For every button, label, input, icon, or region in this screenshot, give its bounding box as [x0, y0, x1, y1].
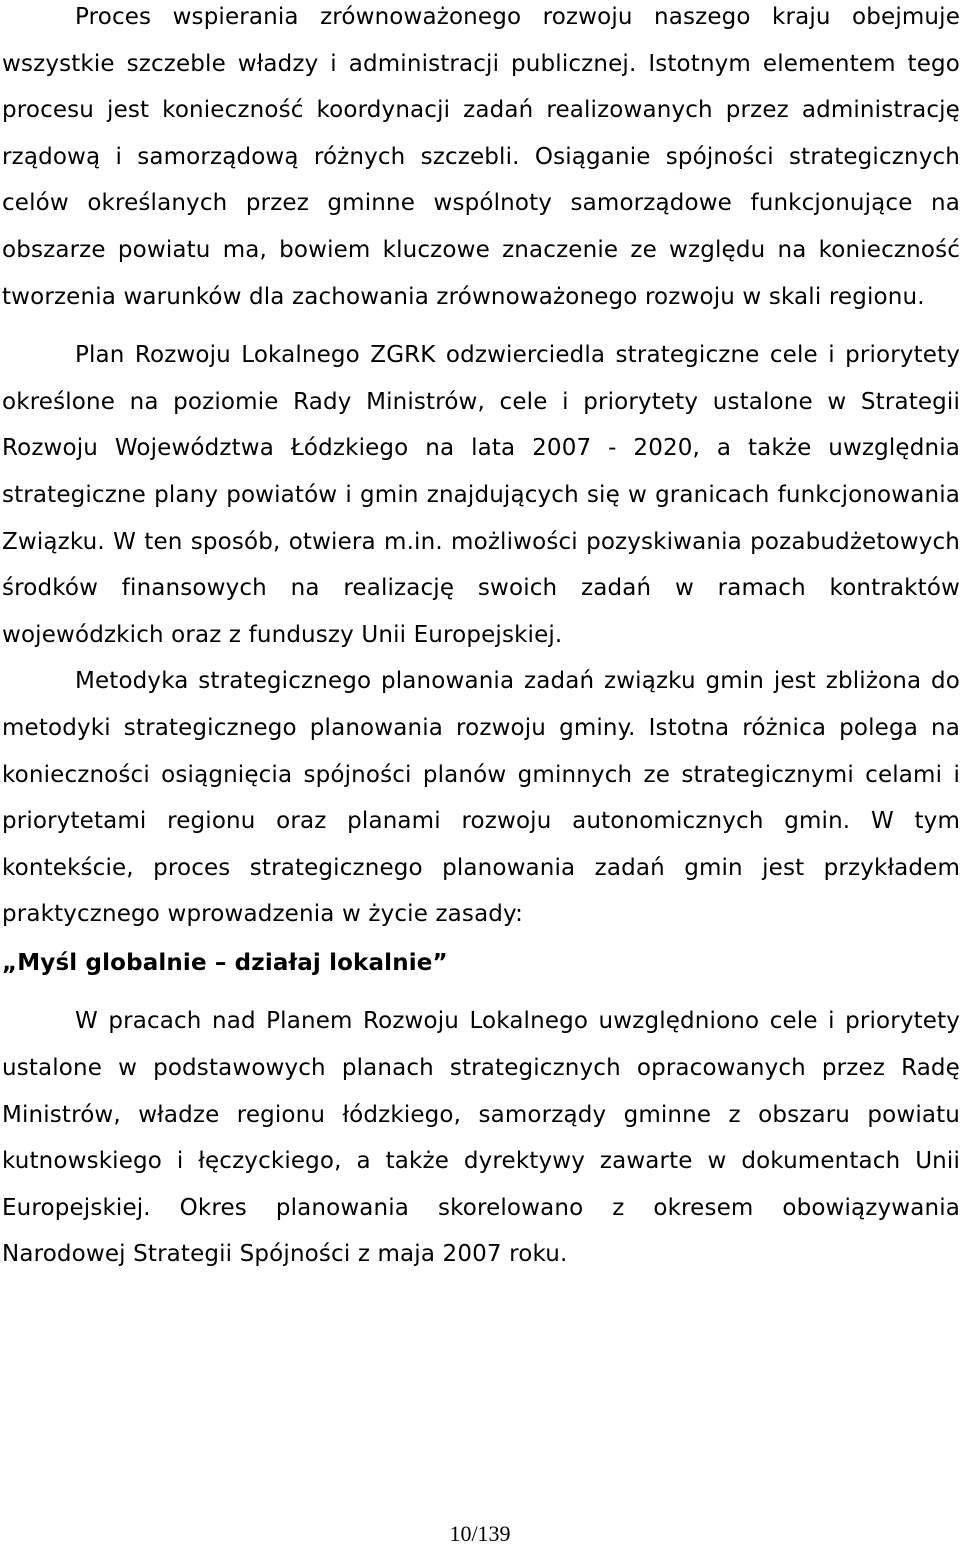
motto-think-globally: „Myśl globalnie – działaj lokalnie” [2, 949, 448, 976]
paragraph-plan-work: W pracach nad Planem Rozwoju Lokalnego uwzględniono cele i priorytety ustalone w podstawowych planach strategicznych opracowanych przez Radę Ministrów, władze regionu łódzkiego, samorządy gminne z obszaru powiatu kutnowskiego i łęczyckiego, a także dyrektywy zawarte w dokumentach Unii Europejskiej. Okres planowania skorelowano z okresem obowiązywania Narodowej Strategii Spójności z maja 2007 roku. [2, 1008, 960, 1268]
paragraph-local-development-plan: Plan Rozwoju Lokalnego ZGRK odzwierciedla strategiczne cele i priorytety określone na poziomie Rady Ministrów, cele i priorytety ustalone w Strategii Rozwoju Województwa Łódzkiego na lata 2007 - 2020, a także uwzględnia strategiczne plany powiatów i gmin znajdujących się w granicach funkcjonowania Związku. W ten sposób, otwiera m.in. możliwości pozyskiwania pozabudżetowych środków finansowych na realizację swoich zadań w ramach kontraktów wojewódzkich oraz z funduszy Unii Europejskiej. [2, 342, 960, 648]
page-number: 10/139 [449, 1521, 511, 1546]
paragraph-sustainable-development: Proces wspierania zrównoważonego rozwoju naszego kraju obejmuje wszystkie szczeble władzy i administracji publicznej. Istotnym elementem tego procesu jest konieczność koordynacji zadań realizowanych przez administrację rządową i samorządową różnych szczebli. Osiąganie spójności strategicznych celów określanych przez gminne wspólnoty samorządowe funkcjonujące na obszarze powiatu ma, bowiem kluczowe znaczenie ze względu na konieczność tworzenia warunków dla zachowania zrównoważonego rozwoju w skali regionu. [2, 4, 960, 310]
document-body [2, 0, 960, 1278]
paragraph-planning-methodology: Metodyka strategicznego planowania zadań związku gmin jest zbliżona do metodyki strategicznego planowania rozwoju gminy. Istotna różnica polega na konieczności osiągnięcia spójności planów gminnych ze strategicznymi celami i priorytetami regionu oraz planami rozwoju autonomicznych gmin. W tym kontekście, proces strategicznego planowania zadań gmin jest przykładem praktycznego wprowadzenia w życie zasady: [2, 668, 960, 928]
